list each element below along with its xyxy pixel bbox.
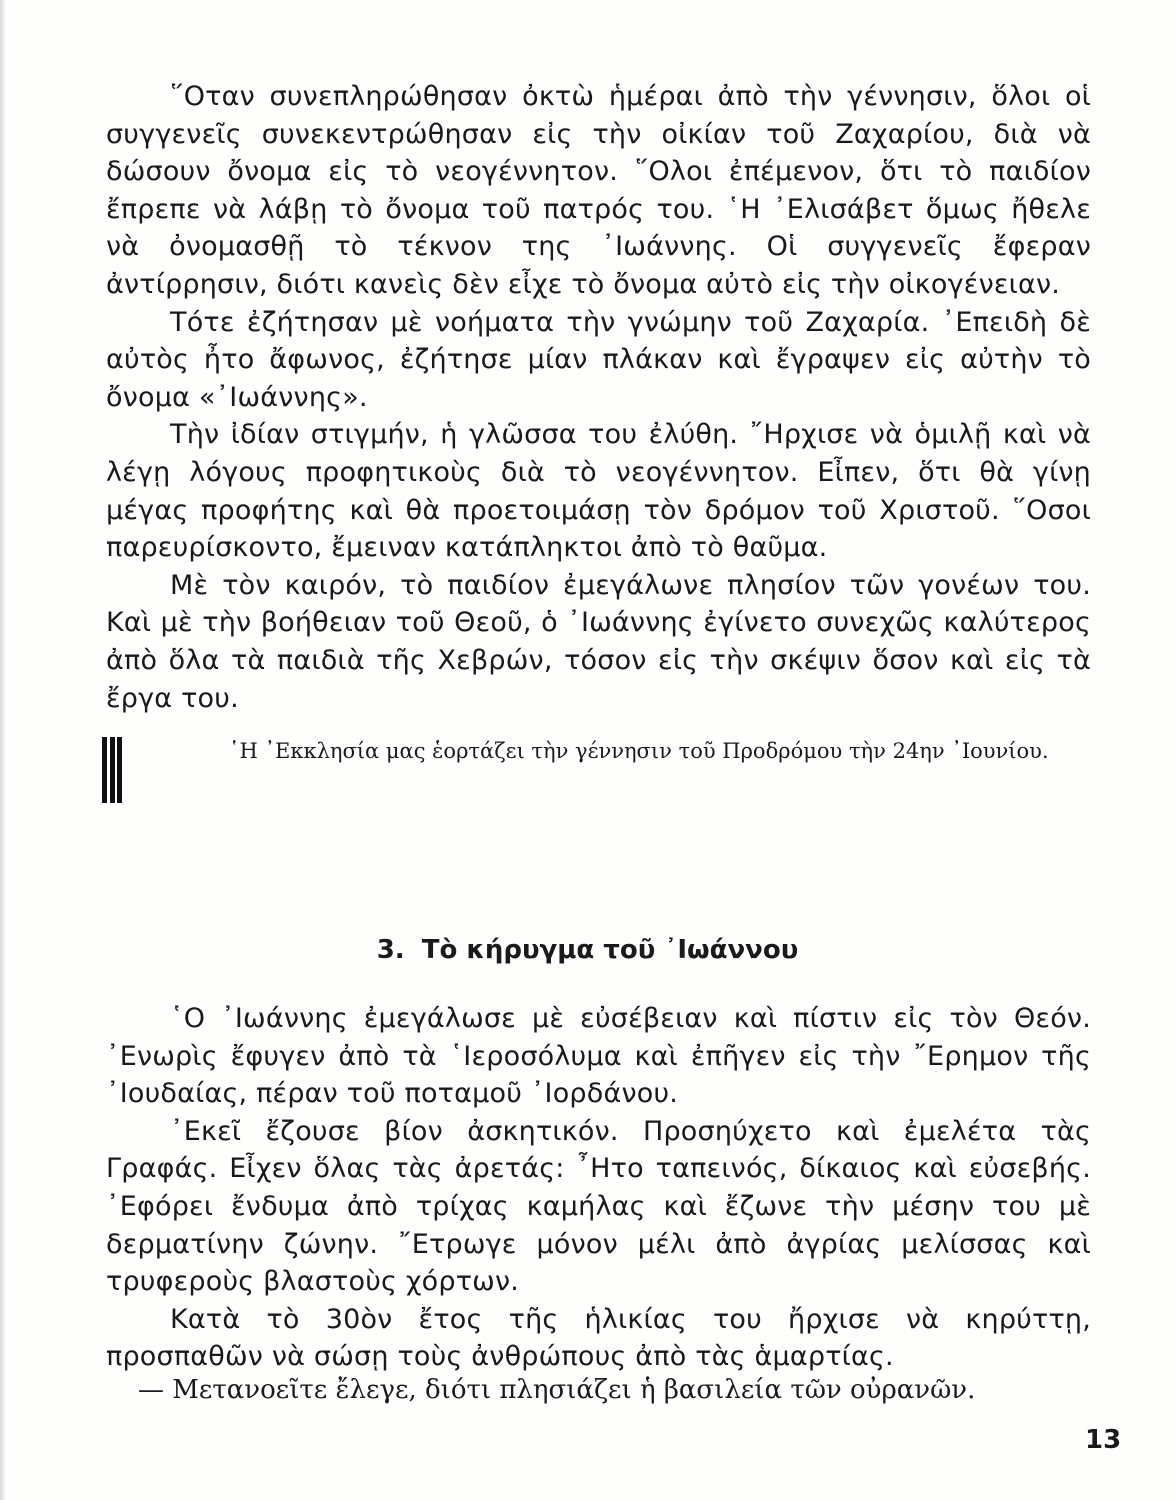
page-edge-shadow: [0, 0, 6, 1500]
section-number: 3.: [376, 935, 405, 965]
paragraph: Μὲ τὸν καιρόν, τὸ παιδίον ἐμεγάλωνε πλησίον τῶν γονέων του. Καὶ μὲ τὴν βοήθειαν τοῦ Θεοῦ, ὁ ᾿Ιωάννης ἐγίνετο συνεχῶς καλύτερος ἀπὸ ὅλα τὰ παιδιὰ τῆς Χεβρών, τόσον εἰς τὴν σκέψιν ὅσον καὶ εἰς τὰ ἔργα του.: [106, 569, 1091, 714]
section-heading: [0, 932, 1175, 968]
paragraph: Τότε ἐζήτησαν μὲ νοήματα τὴν γνώμην τοῦ Ζαχαρία. ᾿Επειδὴ δὲ αὐτὸς ἦτο ἄφωνος, ἐζήτησε μίαν πλάκαν καὶ ἔγραψεν εἰς αὐτὴν τὸ ὄνομα «᾿Ιωάννης».: [106, 306, 1091, 413]
paragraph: ῾Ο ᾿Ιωάννης ἐμεγάλωσε μὲ εὐσέβειαν καὶ πίστιν εἰς τὸν Θεόν. ᾿Ενωρὶς ἔφυγεν ἀπὸ τὰ ῾Ιεροσόλυμα καὶ ἐπῆγεν εἰς τὴν ῎Ερημον τῆς ᾿Ιουδαίας, πέραν τοῦ ποταμοῦ ᾿Ιορδάνου.: [106, 1003, 1091, 1110]
text-block-preaching: [106, 1000, 1091, 1376]
footnote: [165, 731, 1070, 771]
section-title: Τὸ κήρυγμα τοῦ ᾿Ιωάννου: [421, 935, 799, 965]
page-number: 13: [1085, 1425, 1122, 1455]
footnote-text: ῾Η ᾿Εκκλησία μας ἑορτάζει τὴν γέννησιν τοῦ Προδρόμου τὴν 24ην ᾿Ιουνίου.: [229, 739, 1049, 763]
paragraph: Τὴν ἰδίαν στιγμήν, ἡ γλῶσσα του ἐλύθη. ῎Ηρχισε νὰ ὁμιλῇ καὶ νὰ λέγῃ λόγους προφητικοὺς διὰ τὸ νεογέννητον. Εἶπεν, ὅτι θὰ γίνῃ μέγας προφήτης καὶ θὰ προετοιμάσῃ τὸν δρόμον τοῦ Χριστοῦ. ῞Οσοι παρευρίσκοντο, ἔμειναν κατάπληκτοι ἀπὸ τὸ θαῦμα.: [106, 419, 1091, 564]
text-block-birth: [106, 78, 1091, 717]
paragraph: ᾿Εκεῖ ἔζουσε βίον ἀσκητικόν. Προσηύχετο καὶ ἐμελέτα τὰς Γραφάς. Εἶχεν ὅλας τὰς ἀρετάς: ῏Ητο ταπεινός, δίκαιος καὶ εὐσεβής. ᾿Εφόρει ἔνδυμα ἀπὸ τρίχας καμήλας καὶ ἔζωνε τὴν μέσην του μὲ δερματίνην ζώνην. ῎Ετρωγε μόνον μέλι ἀπὸ ἀγρίας μελίσσας καὶ τρυφεροὺς βλαστοὺς χόρτων.: [106, 1115, 1091, 1298]
paragraph: Κατὰ τὸ 30ὸν ἔτος τῆς ἡλικίας του ἤρχισε νὰ κηρύττῃ, προσπαθῶν νὰ σώσῃ τοὺς ἀνθρώπους ἀπὸ τὰς ἁμαρτίας.: [106, 1303, 1091, 1373]
paragraph: ῞Οταν συνεπληρώθησαν ὀκτὼ ἡμέραι ἀπὸ τὴν γέννησιν, ὅλοι οἱ συγγενεῖς συνεκεντρώθησαν εἰς τὴν οἰκίαν τοῦ Ζαχαρίου, διὰ νὰ δώσουν ὄνομα εἰς τὸ νεογέννητον. ῞Ολοι ἐπέμενον, ὅτι τὸ παιδίον ἔπρεπε νὰ λάβῃ τὸ ὄνομα τοῦ πατρός του. ῾Η ᾿Ελισάβετ ὅμως ἤθελε νὰ ὀνομασθῇ τὸ τέκνον της ᾿Ιωάννης. Οἱ συγγενεῖς ἔφεραν ἀντίρρησιν, διότι κανεὶς δὲν εἶχε τὸ ὄνομα αὐτὸ εἰς τὴν οἰκογένειαν.: [106, 81, 1091, 300]
quote-line: — Μετανοεῖτε ἔλεγε, διότι πλησιάζει ἡ βασιλεία τῶν οὐρανῶν.: [138, 1375, 976, 1405]
footnote-bar-marker: [102, 737, 122, 803]
